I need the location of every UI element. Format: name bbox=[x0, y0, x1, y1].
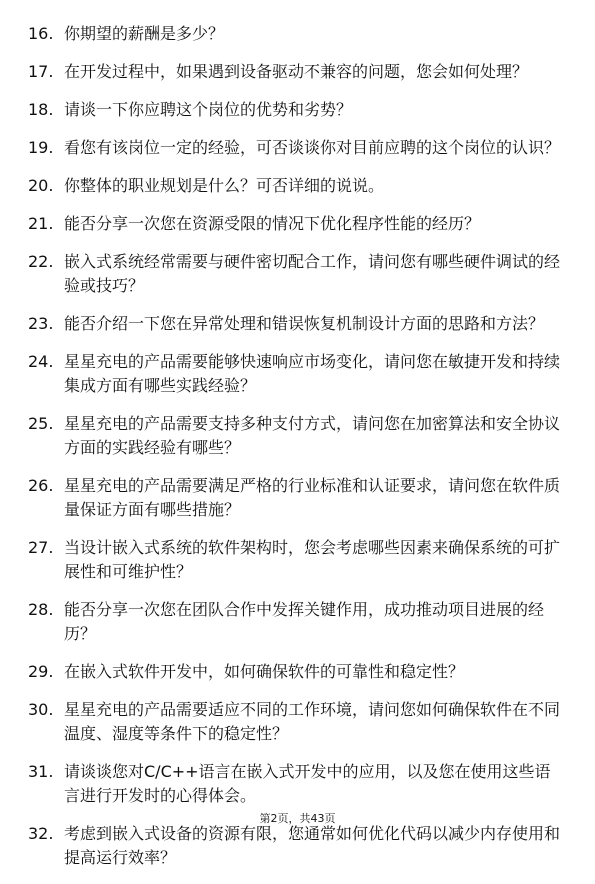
question-item-27 bbox=[0, 536, 560, 584]
question-number: 16. bbox=[28, 24, 54, 43]
question-item-25 bbox=[0, 412, 560, 460]
question-item-18 bbox=[0, 98, 560, 122]
page-number-label: 第2页，共43页 bbox=[259, 812, 336, 825]
question-item-31 bbox=[0, 760, 560, 808]
question-item-16 bbox=[0, 22, 560, 46]
question-item-17 bbox=[0, 60, 560, 84]
question-text: 在嵌入式软件开发中，如何确保软件的可靠性和稳定性？ bbox=[64, 662, 465, 681]
question-text: 当设计嵌入式系统的软件架构时，您会考虑哪些因素来确保系统的可扩展性和可维护性？ bbox=[64, 538, 561, 581]
question-text: 你整体的职业规划是什么？可否详细的说说。 bbox=[64, 176, 385, 195]
question-number: 27. bbox=[28, 538, 54, 557]
question-text: 能否介绍一下您在异常处理和错误恢复机制设计方面的思路和方法？ bbox=[64, 314, 545, 333]
question-item-30 bbox=[0, 698, 560, 746]
question-number: 18. bbox=[28, 100, 54, 119]
question-item-26 bbox=[0, 474, 560, 522]
question-text: 嵌入式系统经常需要与硬件密切配合工作，请问您有哪些硬件调试的经验或技巧？ bbox=[64, 252, 561, 295]
question-text: 看您有该岗位一定的经验，可否谈谈你对目前应聘的这个岗位的认识？ bbox=[64, 138, 561, 157]
question-item-23 bbox=[0, 312, 560, 336]
question-text: 能否分享一次您在团队合作中发挥关键作用，成功推动项目进展的经历？ bbox=[64, 600, 545, 643]
question-text: 能否分享一次您在资源受限的情况下优化程序性能的经历？ bbox=[64, 214, 481, 233]
question-number: 20. bbox=[28, 176, 54, 195]
question-number: 29. bbox=[28, 662, 54, 681]
question-item-21 bbox=[0, 212, 560, 236]
question-number: 22. bbox=[28, 252, 54, 271]
question-item-29 bbox=[0, 660, 560, 684]
question-item-28 bbox=[0, 598, 560, 646]
question-list bbox=[0, 22, 595, 884]
question-number: 19. bbox=[28, 138, 54, 157]
question-text: 星星充电的产品需要能够快速响应市场变化，请问您在敏捷开发和持续集成方面有哪些实践经验？ bbox=[64, 352, 561, 395]
question-number: 24. bbox=[28, 352, 54, 371]
question-text: 星星充电的产品需要满足严格的行业标准和认证要求，请问您在软件质量保证方面有哪些措施？ bbox=[64, 476, 561, 519]
question-text: 星星充电的产品需要支持多种支付方式，请问您在加密算法和安全协议方面的实践经验有哪些？ bbox=[64, 414, 561, 457]
question-text: 你期望的薪酬是多少？ bbox=[64, 24, 225, 43]
question-number: 31. bbox=[28, 762, 54, 781]
question-number: 26. bbox=[28, 476, 54, 495]
question-number: 17. bbox=[28, 62, 54, 81]
question-item-19 bbox=[0, 136, 560, 160]
question-number: 30. bbox=[28, 700, 54, 719]
question-item-22 bbox=[0, 250, 560, 298]
question-item-24 bbox=[0, 350, 560, 398]
question-text: 请谈谈您对C/C++语言在嵌入式开发中的应用，以及您在使用这些语言进行开发时的心得体会。 bbox=[64, 762, 551, 805]
question-number: 23. bbox=[28, 314, 54, 333]
question-number: 32. bbox=[28, 824, 54, 843]
page-footer bbox=[0, 812, 595, 826]
question-item-32 bbox=[0, 822, 560, 870]
question-number: 25. bbox=[28, 414, 54, 433]
question-text: 星星充电的产品需要适应不同的工作环境，请问您如何确保软件在不同温度、湿度等条件下的稳定性？ bbox=[64, 700, 561, 743]
question-item-20 bbox=[0, 174, 560, 198]
question-number: 21. bbox=[28, 214, 54, 233]
question-number: 28. bbox=[28, 600, 54, 619]
question-text: 在开发过程中，如果遇到设备驱动不兼容的问题，您会如何处理？ bbox=[64, 62, 529, 81]
question-text: 考虑到嵌入式设备的资源有限，您通常如何优化代码以减少内存使用和提高运行效率？ bbox=[64, 824, 561, 867]
question-text: 请谈一下你应聘这个岗位的优势和劣势？ bbox=[64, 100, 353, 119]
